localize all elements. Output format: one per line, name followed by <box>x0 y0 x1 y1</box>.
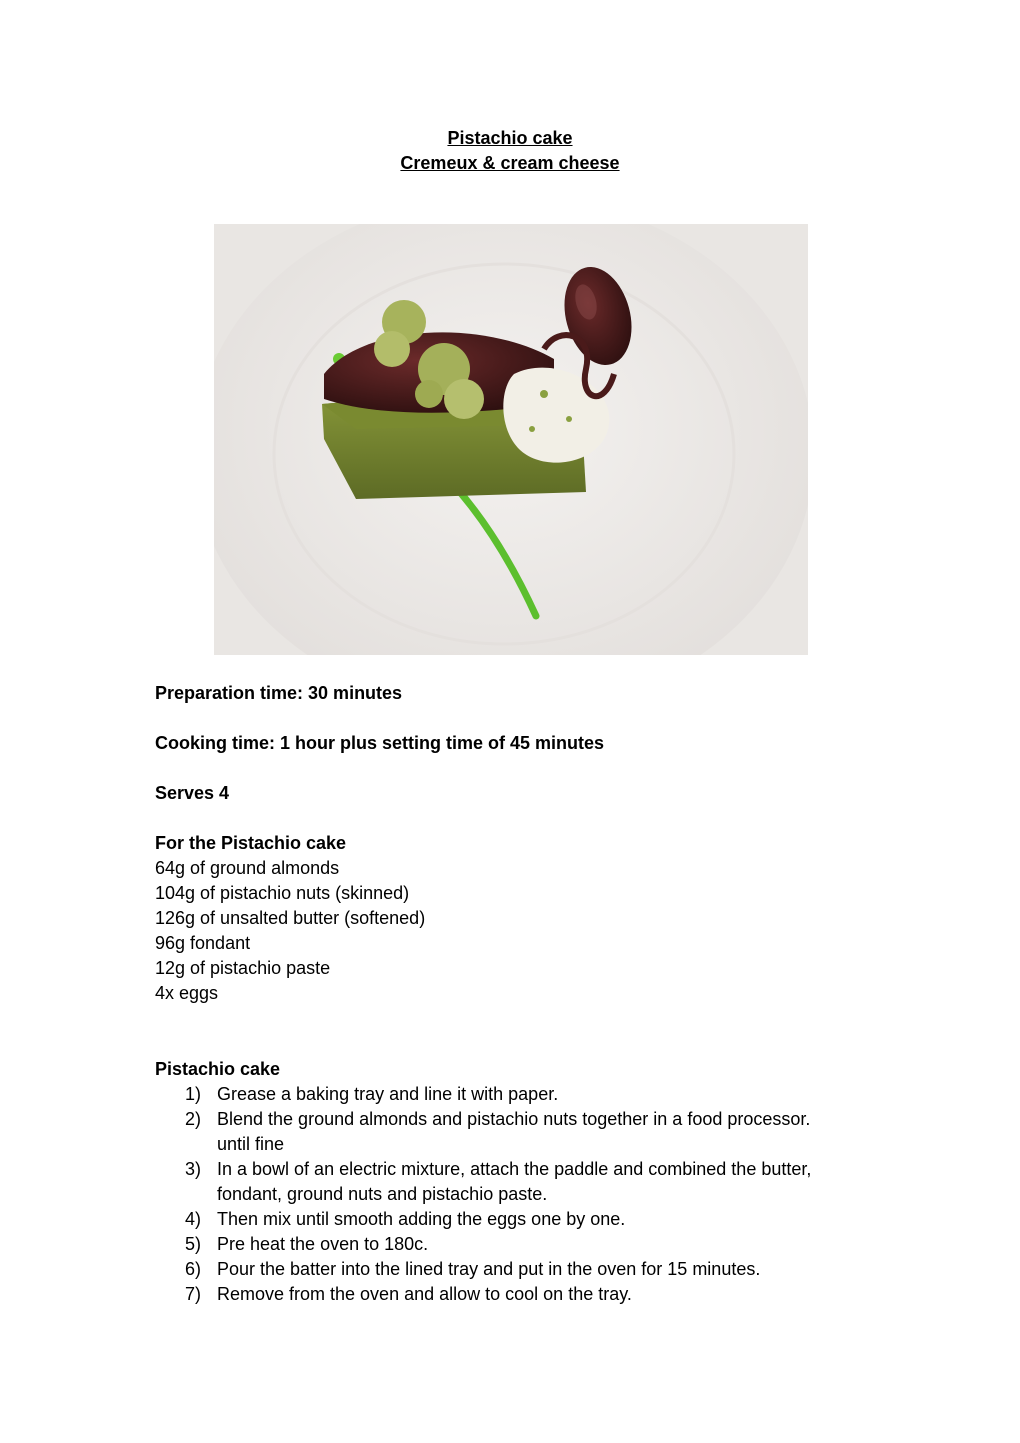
step-number: 7) <box>185 1284 202 1304</box>
step-text: Remove from the oven and allow to cool on the tray. <box>217 1284 632 1304</box>
step-number: 1) <box>185 1084 202 1104</box>
recipe-title: Pistachio cake <box>447 128 573 148</box>
step-number: 6) <box>185 1259 202 1279</box>
step-text: In a bowl of an electric mixture, attach the paddle and combined the butter, <box>217 1159 812 1179</box>
ingredients-heading: For the Pistachio cake <box>155 833 347 853</box>
method-heading: Pistachio cake <box>155 1059 281 1079</box>
recipe-subtitle: Cremeux & cream cheese <box>400 153 620 173</box>
ingredient-item: 4x eggs <box>155 983 219 1003</box>
step-text: Pour the batter into the lined tray and put in the oven for 15 minutes. <box>217 1259 761 1279</box>
cooking-time: Cooking time: 1 hour plus setting time of 45 minutes <box>155 733 605 753</box>
step-text: Blend the ground almonds and pistachio nuts together in a food processor. <box>217 1109 811 1129</box>
dessert-photo <box>214 224 808 655</box>
preparation-time: Preparation time: 30 minutes <box>155 683 403 703</box>
serves: Serves 4 <box>155 783 230 803</box>
ingredient-item: 12g of pistachio paste <box>155 958 331 978</box>
step-text: Then mix until smooth adding the eggs one by one. <box>217 1209 626 1229</box>
step-number: 3) <box>185 1159 202 1179</box>
ingredient-item: 64g of ground almonds <box>155 858 340 878</box>
ingredient-item: 126g of unsalted butter (softened) <box>155 908 426 928</box>
ingredient-item: 104g of pistachio nuts (skinned) <box>155 883 410 903</box>
step-number: 5) <box>185 1234 202 1254</box>
step-text: Pre heat the oven to 180c. <box>217 1234 429 1254</box>
step-number: 4) <box>185 1209 202 1229</box>
step-number: 2) <box>185 1109 202 1129</box>
ingredient-item: 96g fondant <box>155 933 251 953</box>
step-text: Grease a baking tray and line it with paper. <box>217 1084 559 1104</box>
step-text: fondant, ground nuts and pistachio paste. <box>217 1184 548 1204</box>
step-text: until fine <box>217 1134 285 1154</box>
